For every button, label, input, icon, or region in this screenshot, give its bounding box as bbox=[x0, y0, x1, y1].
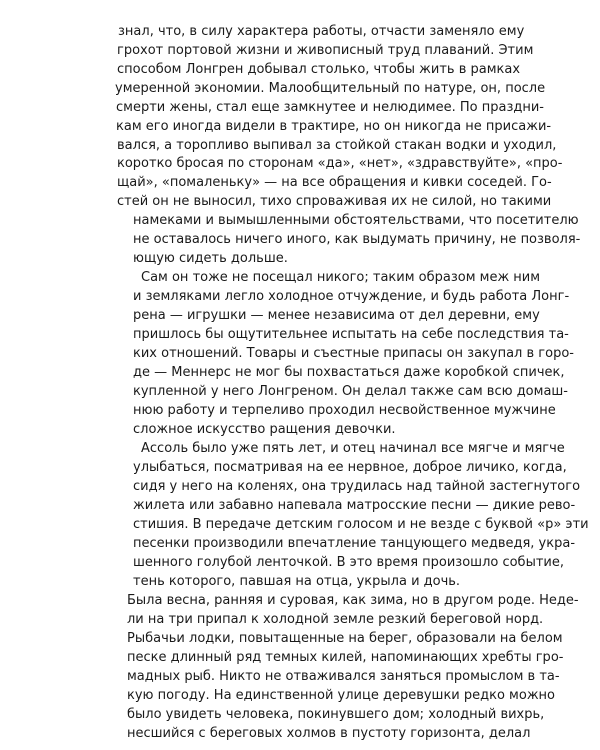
text-line: способом Лонгрен добывал столько, чтобы жить в рамках bbox=[117, 62, 521, 77]
text-line: улыбаться, посматривая на ее нервное, доброе личико, когда, bbox=[133, 460, 567, 475]
text-line: стей он не выносил, тихо спроваживая их не силой, но такими bbox=[117, 194, 552, 209]
text-line: щай», «помаленьку» — на все обращения и кивки соседей. Го- bbox=[117, 175, 552, 190]
text-line: кам его иногда видели в трактире, но он никогда не присажи- bbox=[116, 119, 552, 134]
text-line: купленной у него Лонгреном. Он делал также сам всю домаш- bbox=[133, 384, 568, 399]
text-line: сидя у него на коленях, она трудилась над тайной застегнутого bbox=[133, 479, 581, 494]
text-line: песенки производили впечатление танцующего медведя, укра- bbox=[133, 536, 576, 551]
text-line: намеками и вымышленными обстоятельствами, что посетителю bbox=[133, 213, 579, 228]
text-line: нюю работу и терпеливо проходил несвойственное мужчине bbox=[133, 403, 556, 418]
text-line: мадных рыб. Никто не отваживался заняться промыслом в та- bbox=[127, 669, 560, 684]
text-line: коротко бросая по сторонам «да», «нет», «здравствуйте», «про- bbox=[117, 156, 563, 171]
text-line: рена — игрушки — менее независима от дел деревни, ему bbox=[133, 308, 540, 323]
text-line: тень которого, павшая на отца, укрыла и дочь. bbox=[133, 574, 461, 589]
text-line: Сам он тоже не посещал никого; таким образом меж ним bbox=[141, 270, 541, 285]
text-line: кую погоду. На единственной улице деревушки редко можно bbox=[127, 688, 555, 703]
text-line: ли на три припал к холодной земле резкий береговой норд. bbox=[127, 612, 544, 627]
text-line: смерти жены, стал еще замкнутее и нелюдимее. По праздни- bbox=[116, 100, 544, 115]
text-line: несшийся с береговых холмов в пустоту горизонта, делал bbox=[127, 726, 531, 741]
text-line: вался, а торопливо выпивал за стойкой стакан водки и уходил, bbox=[117, 138, 557, 153]
text-line: было увидеть человека, покинувшего дом; холодный вихрь, bbox=[127, 707, 545, 722]
text-line: Была весна, ранняя и суровая, как зима, но в другом роде. Неде- bbox=[127, 593, 579, 608]
text-line: умеренной экономии. Малообщительный по натуре, он, после bbox=[115, 81, 546, 96]
text-line: и земляками легло холодное отчуждение, и будь работа Лонг- bbox=[133, 289, 570, 304]
text-line: де — Меннерс не мог бы похвастаться даже коробкой спичек, bbox=[133, 365, 565, 380]
text-line: не оставалось ничего иного, как выдумать причину, не позволя- bbox=[133, 232, 581, 247]
text-line: ющую сидеть дольше. bbox=[133, 251, 288, 266]
text-line: жилета или забавно напевала матросские песни — дикие рево- bbox=[133, 498, 576, 513]
text-line: сложное искусство ращения девочки. bbox=[133, 422, 396, 437]
text-line: Рыбачьи лодки, повытащенные на берег, образовали на белом bbox=[127, 631, 563, 646]
text-line: пришлось бы ощутительнее испытать на себе последствия та- bbox=[133, 327, 569, 342]
text-line: грохот портовой жизни и живописный труд плаваний. Этим bbox=[117, 43, 534, 58]
text-line: стишия. В передаче детским голосом и не везде с буквой «р» эти bbox=[133, 517, 589, 532]
text-line: Ассоль было уже пять лет, и отец начинал все мягче и мягче bbox=[141, 441, 565, 456]
text-line: шенного голубой ленточкой. В это время произошло событие, bbox=[133, 555, 564, 570]
text-line: ких отношений. Товары и съестные припасы он закупал в горо- bbox=[133, 346, 574, 361]
text-line: знал, что, в силу характера работы, отчасти заменяло ему bbox=[118, 24, 525, 39]
text-line: песке длинный ряд темных килей, напоминающих хребты гро- bbox=[127, 650, 564, 665]
